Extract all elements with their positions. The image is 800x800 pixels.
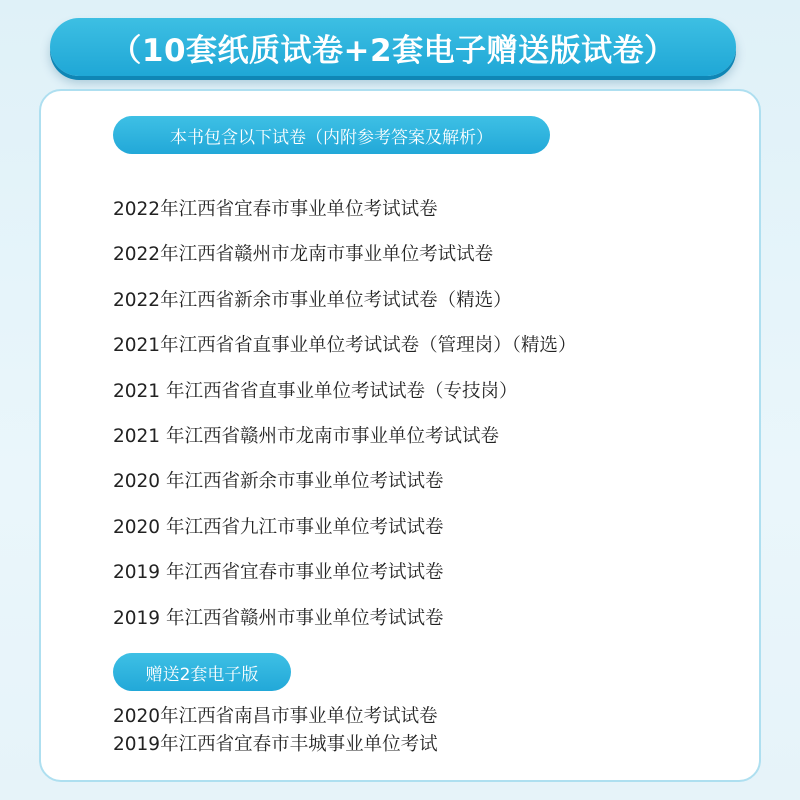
list-item: 2022年江西省赣州市龙南市事业单位考试试卷 <box>113 244 494 266</box>
title-banner <box>50 18 736 76</box>
content-card <box>39 89 761 782</box>
list-item: 2019年江西省宜春市丰城事业单位考试 <box>113 734 438 755</box>
list-item: 2019 年江西省赣州市事业单位考试试卷 <box>113 607 444 629</box>
bonus-papers-header: 赠送2套电子版 <box>113 653 291 691</box>
bonus-papers-list <box>113 703 438 759</box>
list-item: 2021 年江西省省直事业单位考试试卷（专技岗） <box>113 380 518 402</box>
list-item: 2021 年江西省赣州市龙南市事业单位考试试卷 <box>113 425 499 447</box>
list-item: 2022年江西省新余市事业单位考试试卷（精选） <box>113 289 512 311</box>
banner-title: （10套纸质试卷+2套电子赠送版试卷） <box>110 32 676 69</box>
list-item: 2020 年江西省新余市事业单位考试试卷 <box>113 471 444 493</box>
included-papers-header: 本书包含以下试卷（内附参考答案及解析） <box>113 116 550 154</box>
included-papers-list <box>113 187 576 641</box>
list-item: 2020年江西省南昌市事业单位考试试卷 <box>113 706 438 727</box>
list-item: 2022年江西省宜春市事业单位考试试卷 <box>113 199 438 220</box>
list-item: 2021年江西省省直事业单位考试试卷（管理岗）（精选） <box>113 335 577 357</box>
list-item: 2019 年江西省宜春市事业单位考试试卷 <box>113 562 444 584</box>
list-item: 2020 年江西省九江市事业单位考试试卷 <box>113 516 444 538</box>
